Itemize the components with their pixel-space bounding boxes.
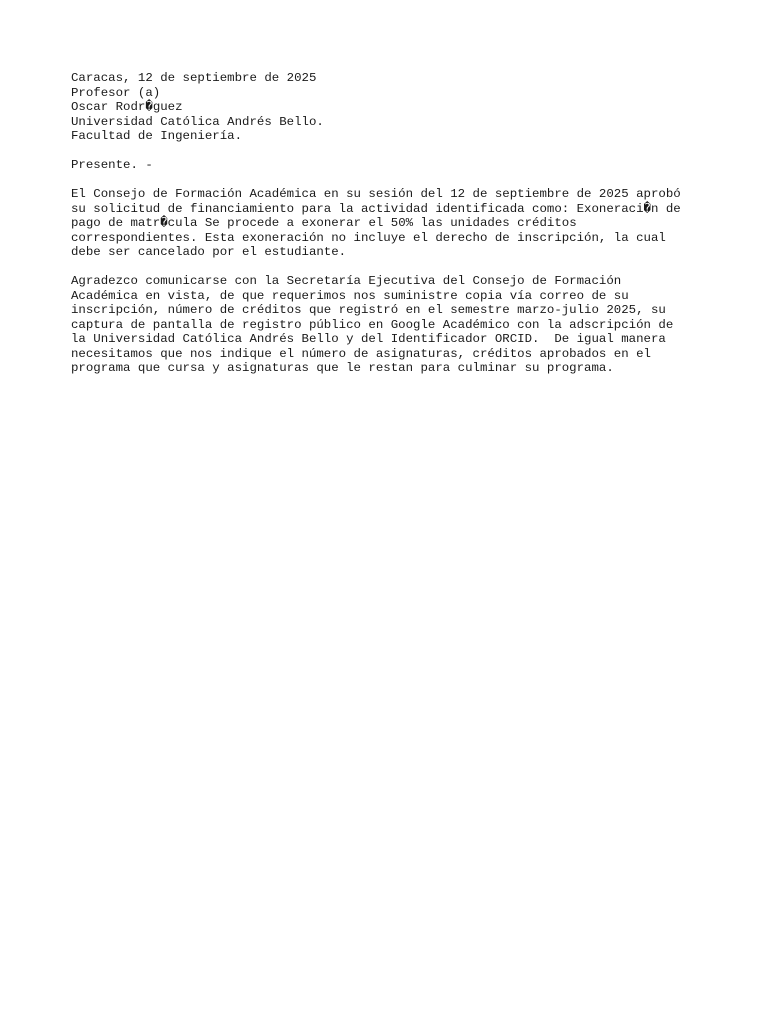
paragraph-request [71, 274, 711, 376]
paragraph-line: Académica en vista, de que requerimos nos suministre copia vía correo de su [71, 288, 629, 303]
paragraph-line: su solicitud de financiamiento para la actividad identificada como: Exoneraci�n de [71, 201, 681, 216]
letter-page [71, 71, 711, 376]
paragraph-line: pago de matr�cula Se procede a exonerar el 50% las unidades créditos [71, 216, 577, 230]
paragraph-line: correspondientes. Esta exoneración no incluye el derecho de inscripción, la cual [71, 230, 666, 245]
salutation: Presente. - [71, 158, 153, 172]
spacer [71, 144, 711, 159]
recipient-university: Universidad Católica Andrés Bello. [71, 114, 324, 129]
date-line: Caracas, 12 de septiembre de 2025 [71, 71, 317, 85]
paragraph-approval [71, 187, 711, 260]
paragraph-line: la Universidad Católica Andrés Bello y del Identificador ORCID. De igual manera [71, 332, 666, 346]
paragraph-line: captura de pantalla de registro público en Google Académico con la adscripción de [71, 317, 674, 332]
spacer [71, 173, 711, 188]
paragraph-line: debe ser cancelado por el estudiante. [71, 245, 347, 259]
recipient-faculty: Facultad de Ingeniería. [71, 129, 243, 143]
paragraph-line: El Consejo de Formación Académica en su sesión del 12 de septiembre de 2025 aprobó [71, 187, 681, 201]
paragraph-line: Agradezco comunicarse con la Secretaría Ejecutiva del Consejo de Formación [71, 274, 622, 288]
paragraph-line: necesitamos que nos indique el número de asignaturas, créditos aprobados en el [71, 346, 651, 361]
paragraph-line: programa que cursa y asignaturas que le restan para culminar su programa. [71, 361, 614, 375]
letter-header [71, 71, 711, 144]
spacer [71, 260, 711, 275]
recipient-title: Profesor (a) [71, 85, 161, 100]
recipient-name: Oscar Rodr�guez [71, 100, 183, 114]
paragraph-line: inscripción, número de créditos que registró en el semestre marzo-julio 2025, su [71, 303, 666, 317]
